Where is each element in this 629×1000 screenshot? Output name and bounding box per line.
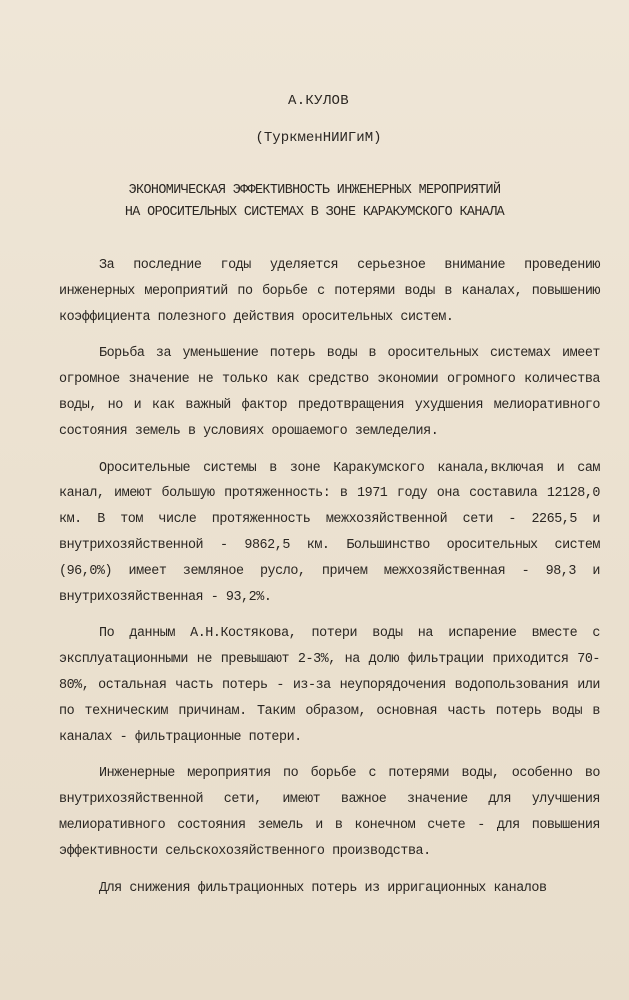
author-affiliation: (ТуркменНИИГиМ) — [255, 130, 382, 146]
paragraph-5: Инженерные мероприятия по борьбе с потерями воды, особенно во внутрихозяйственной сети, имеют важное значение для улучшения мелиоративного состояния земель и в конечном счете - для повышения эффективности сельскохозяйственного производства. — [59, 766, 600, 859]
title-line-2: НА ОРОСИТЕЛЬНЫХ СИСТЕМАХ В ЗОНЕ КАРАКУМСКОГО КАНАЛА — [124, 205, 505, 220]
paragraph-1: За последние годы уделяется серьезное внимание проведению инженерных мероприятий по борьбе с потерями воды в каналах, повышению коэффициента полезного действия оросительных систем. — [59, 258, 600, 325]
paragraph-2: Борьба за уменьшение потерь воды в оросительных системах имеет огромное значение не только как средство экономии огромного количества воды, но и как важный фактор предотвращения ухудшения мелиоративного состояния земель в условиях орошаемого земледелия. — [59, 346, 600, 439]
article-title — [0, 180, 629, 224]
paragraph-3: Оросительные системы в зоне Каракумского канала,включая и сам канал, имеют большую протяженность: в 1971 году она составила 12128,0 км. В том числе протяженность межхозяйственной сети - 2265,5 и внутрихозяйственной - 9862,5 км. Большинство оросительных систем (96,0%) имеет земляное русло, причем межхозяйственная - 98,3 и внутрихозяйственная - 93,2%. — [59, 460, 600, 605]
paragraph-4: По данным А.Н.Костякова, потери воды на испарение вместе с эксплуатационными не превышают 2-3%, на долю фильтрации приходится 70-80%, остальная часть потерь - из-за неупорядочения водопользования или по техническим причинам. Таким образом, основная часть потерь воды в каналах - фильтрационные потери. — [59, 626, 600, 745]
header — [0, 92, 629, 147]
title-line-1: ЭКОНОМИЧЕСКАЯ ЭФФЕКТИВНОСТЬ ИНЖЕНЕРНЫХ МЕРОПРИЯТИЙ — [128, 183, 501, 198]
author-name: А.КУЛОВ — [288, 93, 349, 109]
body-text — [59, 253, 600, 901]
paragraph-6: Для снижения фильтрационных потерь из ирригационных каналов — [99, 880, 547, 896]
